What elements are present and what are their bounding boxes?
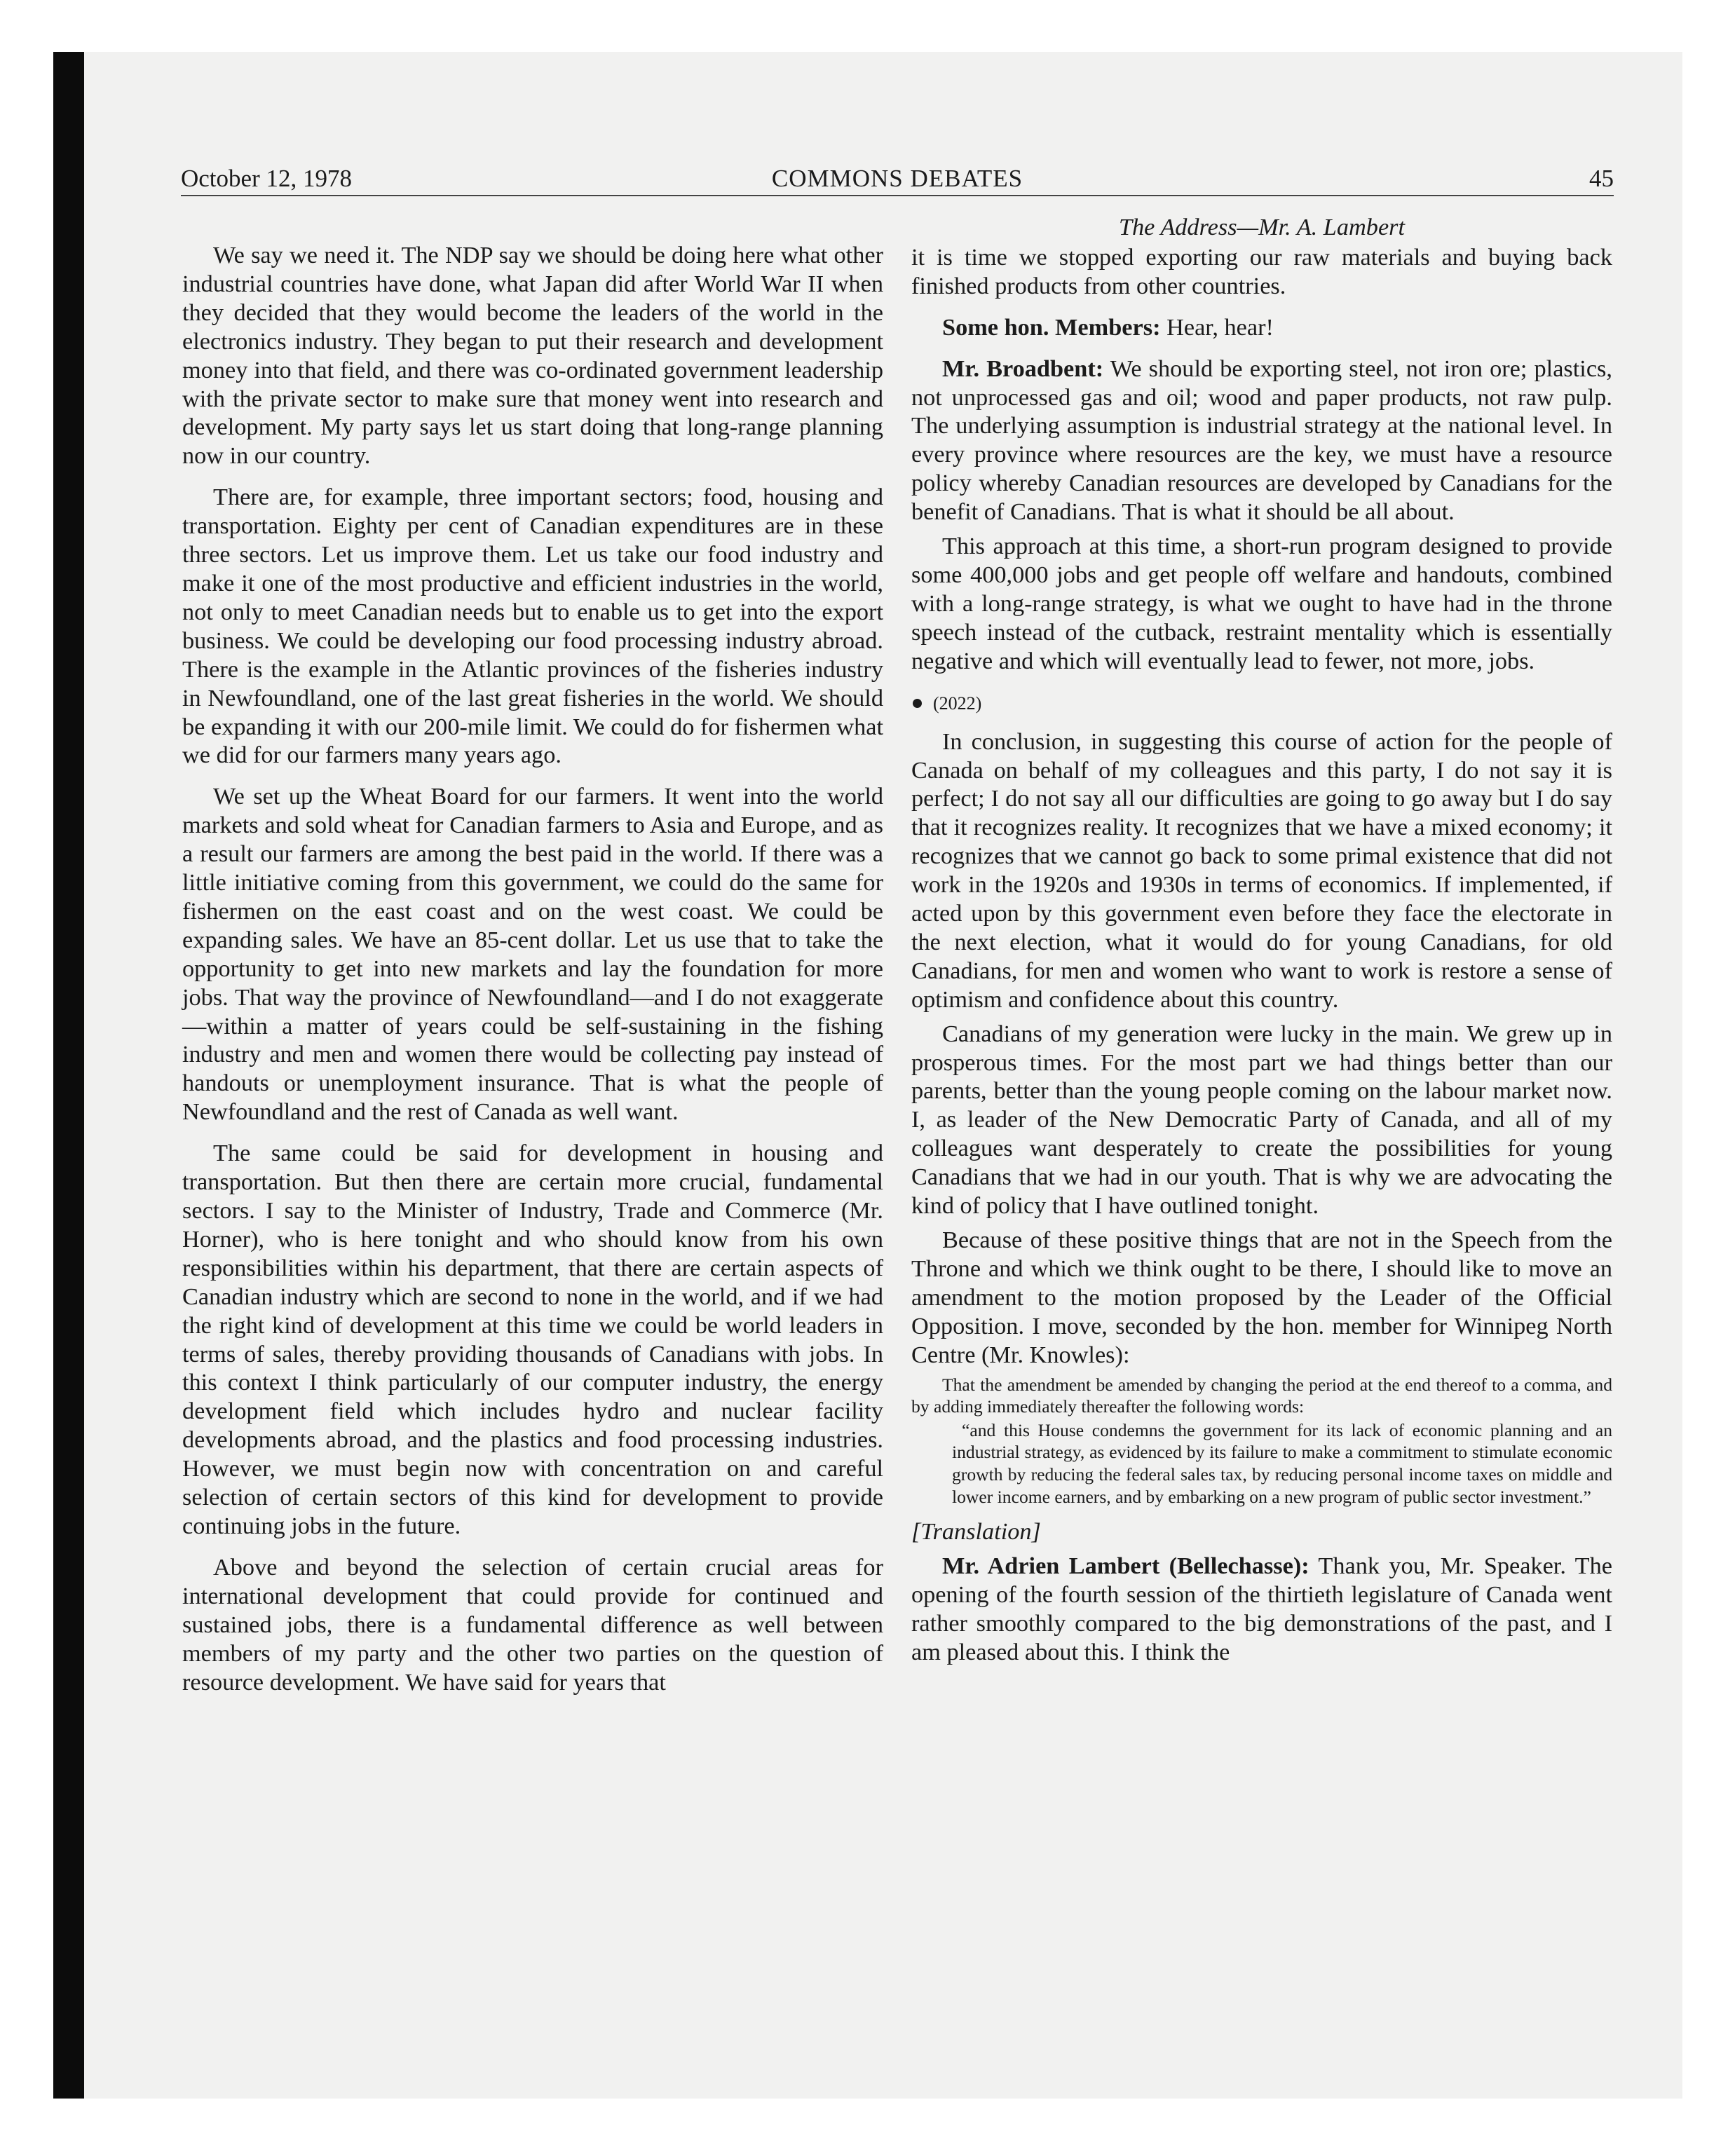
speech-text: We should be exporting steel, not iron ore; plastics, not unprocessed gas and oil; wood and paper products, not raw pulp. The underlying assumption is industrial strategy at the national level. In every province where resources are the key, we must have a resource policy whereby Canadian resources are developed by Canadians for the benefit of Canadians. That is what it should be all about.: [911, 355, 1612, 526]
paragraph: Above and beyond the selection of certain crucial areas for international development that could provide for continued and sustained jobs, there is a fundamental difference as well between members of my party and the other two parties on the question of resource development. We have said for years that: [182, 1553, 883, 1696]
amendment-quote: “and this House condemns the government for its lack of economic planning and an industrial strategy, as evidenced by its failure to make a commitment to stimulate economic growth by reducing the federal sales tax, by reducing personal income taxes on middle and lower income earners, and by embarking on a new program of public sector investment.”: [952, 1419, 1612, 1507]
paragraph: We set up the Wheat Board for our farmers. It went into the world markets and sold wheat for Canadian farmers to Asia and Europe, and as a result our farmers are among the best paid in the world. If there was a little initiative coming from this government, we could do the same for fishermen on the east coast and on the west coast. We could be expanding sales. We have an 85-cent dollar. Let us use that to take the opportunity to get into new markets and lay the foundation for more jobs. That way the province of Newfoundland—and I do not exaggerate—within a matter of years could be self-sustaining in the fishing industry and men and women there would be collecting pay instead of handouts or unemployment insurance. That is what the people of Newfoundland and the rest of Canada as well want.: [182, 783, 883, 1126]
speaker-name: Some hon. Members:: [942, 313, 1161, 341]
speech-lambert: [911, 1552, 1612, 1667]
paragraph: There are, for example, three important sectors; food, housing and transportation. Eighty per cent of Canadian expenditures are in these three sectors. Let us improve them. Let us take our food industry and make it one of the most productive and efficient industries in the world, not only to meet Canadian needs but to enable us to get into the export business. We could be developing our food processing industry abroad. There is the example in the Atlantic provinces of the fisheries industry in Newfoundland, one of the last great fisheries in the world. We should be expanding it with our 200-mile limit. We could do for fishermen what we did for our farmers many years ago.: [182, 484, 883, 769]
timestamp-text: (2022): [933, 692, 982, 714]
speech-text: Thank you, Mr. Speaker. The opening of the fourth session of the thirtieth legislature of Canada went rather smoothly compared to the big demonstrations of the past, and I am pleased about this. I think the: [911, 1553, 1612, 1665]
timestamp: [911, 692, 1612, 715]
speaker-name: Mr. Adrien Lambert (Bellechasse):: [942, 1553, 1309, 1579]
translation-marker: [Translation]: [911, 1518, 1041, 1546]
running-head: The Address—Mr. A. Lambert: [1118, 214, 1406, 240]
paragraph: Because of these positive things that are not in the Speech from the Throne and which we think ought to be there, I should like to move an amendment to the motion proposed by the Leader of the Official Opposition. I move, seconded by the hon. member for Winnipeg North Centre (Mr. Knowles):: [911, 1227, 1612, 1368]
header-publication: COMMONS DEBATES: [771, 165, 1023, 192]
header-page-number: 45: [1589, 165, 1614, 192]
speech-text: Hear, hear!: [1166, 313, 1274, 341]
paragraph-continued: it is time we stopped exporting our raw materials and buying back finished products from other countries.: [911, 243, 1612, 299]
speech-broadbent: [911, 355, 1612, 526]
page-header: [181, 163, 1614, 196]
paragraph: Canadians of my generation were lucky in the main. We grew up in prosperous times. For the most part we had things better than our parents, better than the young people coming on the labour market now. I, as leader of the New Democratic Party of Canada, and all of my colleagues want desperately to create the possibilities for young Canadians that we had in our youth. That is why we are advocating the kind of policy that I have outlined tonight.: [911, 1020, 1612, 1220]
header-date: October 12, 1978: [181, 165, 352, 192]
right-column: [911, 213, 1612, 1667]
speech-some-hon-members: [911, 313, 1612, 342]
paragraph: In conclusion, in suggesting this course of action for the people of Canada on behalf of my colleagues and this party, I do not say it is perfect; I do not say all our difficulties are going to go away but I do say that it recognizes reality. It recognizes that we have a mixed economy; it recognizes that we cannot go back to some primal existence that did not work in the 1920s and 1930s in terms of economics. If implemented, if acted upon by this government even before they face the electorate in the next election, what it would do for young Canadians, for old Canadians, for men and women who want to work is restore a sense of optimism and confidence about this country.: [911, 728, 1612, 1013]
bullet-icon: [913, 699, 922, 708]
speaker-name: Mr. Broadbent:: [942, 355, 1104, 382]
paragraph: The same could be said for development in housing and transportation. But then there are certain more crucial, fundamental sectors. I say to the Minister of Industry, Trade and Commerce (Mr. Horner), who is here tonight and who should know from his own responsibilities within his department, that there are certain aspects of Canadian industry which are second to none in the world, and if we had the right kind of development at this time we could be world leaders in terms of sales, thereby providing thousands of Canadians with jobs. In this context I think particularly of our computer industry, the energy development field which includes hydro and nuclear facility developments abroad, and the plastics and food processing industries. However, we must begin now with concentration on and careful selection of certain sectors of this kind for development to provide continuing jobs in the future.: [182, 1140, 883, 1539]
paragraph: We say we need it. The NDP say we should be doing here what other industrial countries have done, what Japan did after World War II when they decided that they would become the leaders of the world in the electronics industry. They began to put their research and development money into that field, and there was co-ordinated government leadership with the private sector to make sure that money went into research and development. My party says let us start doing that long-range planning now in our country.: [182, 242, 883, 470]
left-column: [182, 241, 883, 1696]
motion-text: That the amendment be amended by changing the period at the end thereof to a comma, and by adding immediately thereafter the following words:: [911, 1374, 1612, 1417]
paragraph: This approach at this time, a short-run program designed to provide some 400,000 jobs and get people off welfare and handouts, combined with a long-range strategy, is what we ought to have had in the throne speech instead of the cutback, restraint mentality which is essentially negative and which will eventually lead to fewer, not more, jobs.: [911, 533, 1612, 674]
